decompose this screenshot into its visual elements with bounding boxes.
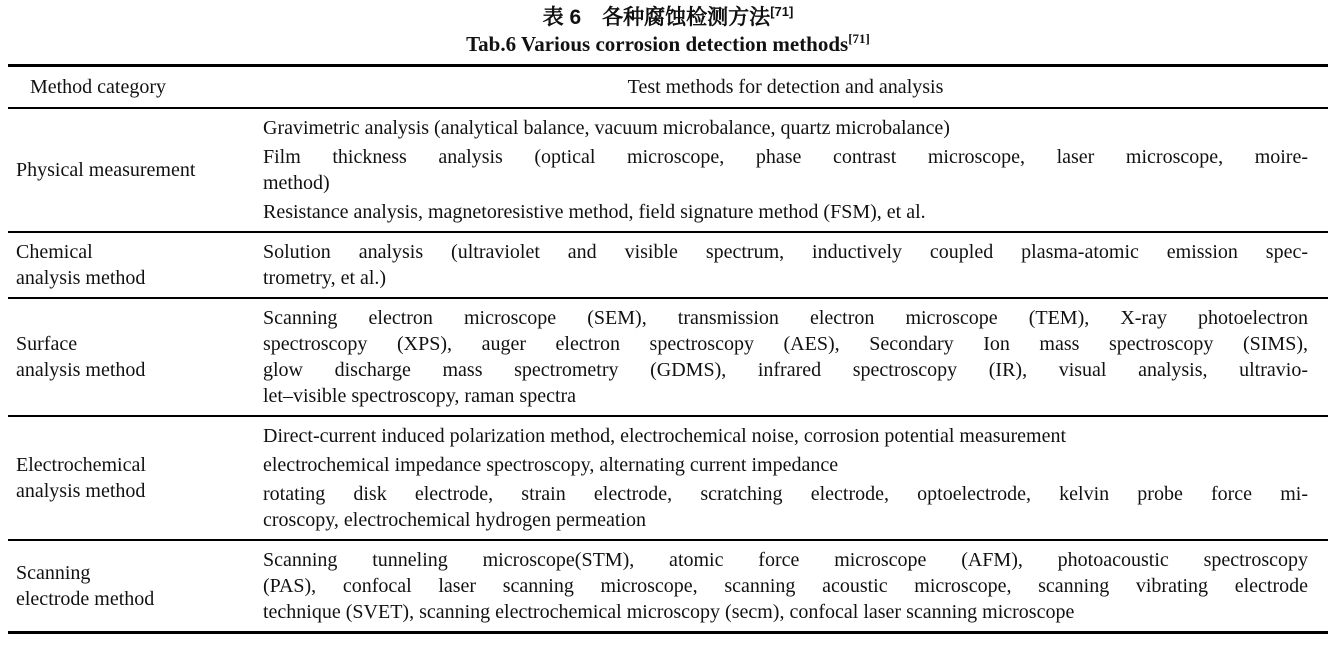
method-line: technique (SVET), scanning electrochemical microscopy (secm), confocal laser scanning microscope [263, 601, 1075, 623]
method-line: rotating disk electrode, strain electrode, scratching electrode, optoelectrode, kelvin probe force mi- [263, 483, 1308, 505]
method-line: croscopy, electrochemical hydrogen permeation [263, 509, 646, 531]
table-header-row [8, 67, 1328, 109]
method-line: Solution analysis (ultraviolet and visible spectrum, inductively coupled plasma-atomic emission spec- [263, 241, 1308, 263]
table-row-chemical-analysis [8, 233, 1328, 299]
method-line: Direct-current induced polarization method, electrochemical noise, corrosion potential measurement [263, 425, 1067, 447]
table-row-electrochemical-analysis [8, 417, 1328, 541]
method-line: method) [263, 172, 330, 194]
table-row-scanning-electrode [8, 541, 1328, 631]
category-line: Surface [16, 333, 78, 355]
methods-cell [228, 417, 1328, 539]
category-line: analysis method [16, 480, 146, 502]
category-line: analysis method [16, 359, 146, 381]
category-cell [8, 239, 228, 291]
category-cell [8, 157, 228, 183]
method-paragraph [263, 199, 1308, 225]
column-header-category: Method category [29, 75, 167, 98]
method-paragraph [263, 305, 1308, 409]
citation-ref-en: [71] [848, 31, 870, 46]
category-line: Scanning [16, 562, 91, 584]
paper-table-figure [8, 0, 1328, 634]
method-paragraph [263, 239, 1308, 291]
category-line: electrode method [16, 588, 155, 610]
method-line: spectroscopy (XPS), auger electron spectroscopy (AES), Secondary Ion mass spectroscopy (SIMS), [263, 333, 1308, 355]
method-paragraph [263, 452, 1308, 478]
table-title-zh [8, 4, 1328, 31]
methods-cell [228, 233, 1328, 297]
method-paragraph [263, 144, 1308, 196]
method-line: trometry, et al.) [263, 267, 387, 289]
category-line: Electrochemical [16, 454, 146, 476]
methods-cell [228, 299, 1328, 415]
methods-cell [228, 109, 1328, 231]
category-line: Physical measurement [16, 159, 196, 181]
method-line: electrochemical impedance spectroscopy, alternating current impedance [263, 454, 839, 476]
method-paragraph [263, 423, 1308, 449]
method-paragraph [263, 115, 1308, 141]
table-title-en-text: Tab.6 Various corrosion detection methods [466, 32, 849, 56]
method-line: Scanning tunneling microscope(STM), atomic force microscope (AFM), photoacoustic spectroscopy [263, 549, 1308, 571]
method-line: glow discharge mass spectrometry (GDMS), infrared spectroscopy (IR), visual analysis, ultravio- [263, 359, 1308, 381]
category-cell [8, 452, 228, 504]
method-line: Gravimetric analysis (analytical balance, vacuum microbalance, quartz microbalance) [263, 117, 950, 139]
column-header-methods: Test methods for detection and analysis [627, 75, 944, 98]
method-paragraph [263, 547, 1308, 625]
method-line: Resistance analysis, magnetoresistive method, field signature method (FSM), et al. [263, 201, 926, 223]
table-caption [8, 0, 1328, 58]
category-line: analysis method [16, 267, 146, 289]
methods-cell [228, 541, 1328, 631]
method-line: (PAS), confocal laser scanning microscope, scanning acoustic microscope, scanning vibrating electrode [263, 575, 1308, 597]
category-cell [8, 560, 228, 612]
table-title-zh-text: 表 6 各种腐蚀检测方法 [542, 6, 771, 29]
table-row-physical-measurement [8, 109, 1328, 233]
method-paragraph [263, 481, 1308, 533]
method-line: let–visible spectroscopy, raman spectra [263, 385, 577, 407]
category-cell [8, 331, 228, 383]
citation-ref-zh: [71] [770, 4, 794, 19]
table-title-en [8, 31, 1328, 58]
category-line: Chemical [16, 241, 93, 263]
table-row-surface-analysis [8, 299, 1328, 417]
corrosion-methods-table [8, 64, 1328, 634]
method-line: Film thickness analysis (optical microscope, phase contrast microscope, laser microscope, moire- [263, 146, 1308, 168]
method-line: Scanning electron microscope (SEM), transmission electron microscope (TEM), X-ray photoelectron [263, 307, 1308, 329]
